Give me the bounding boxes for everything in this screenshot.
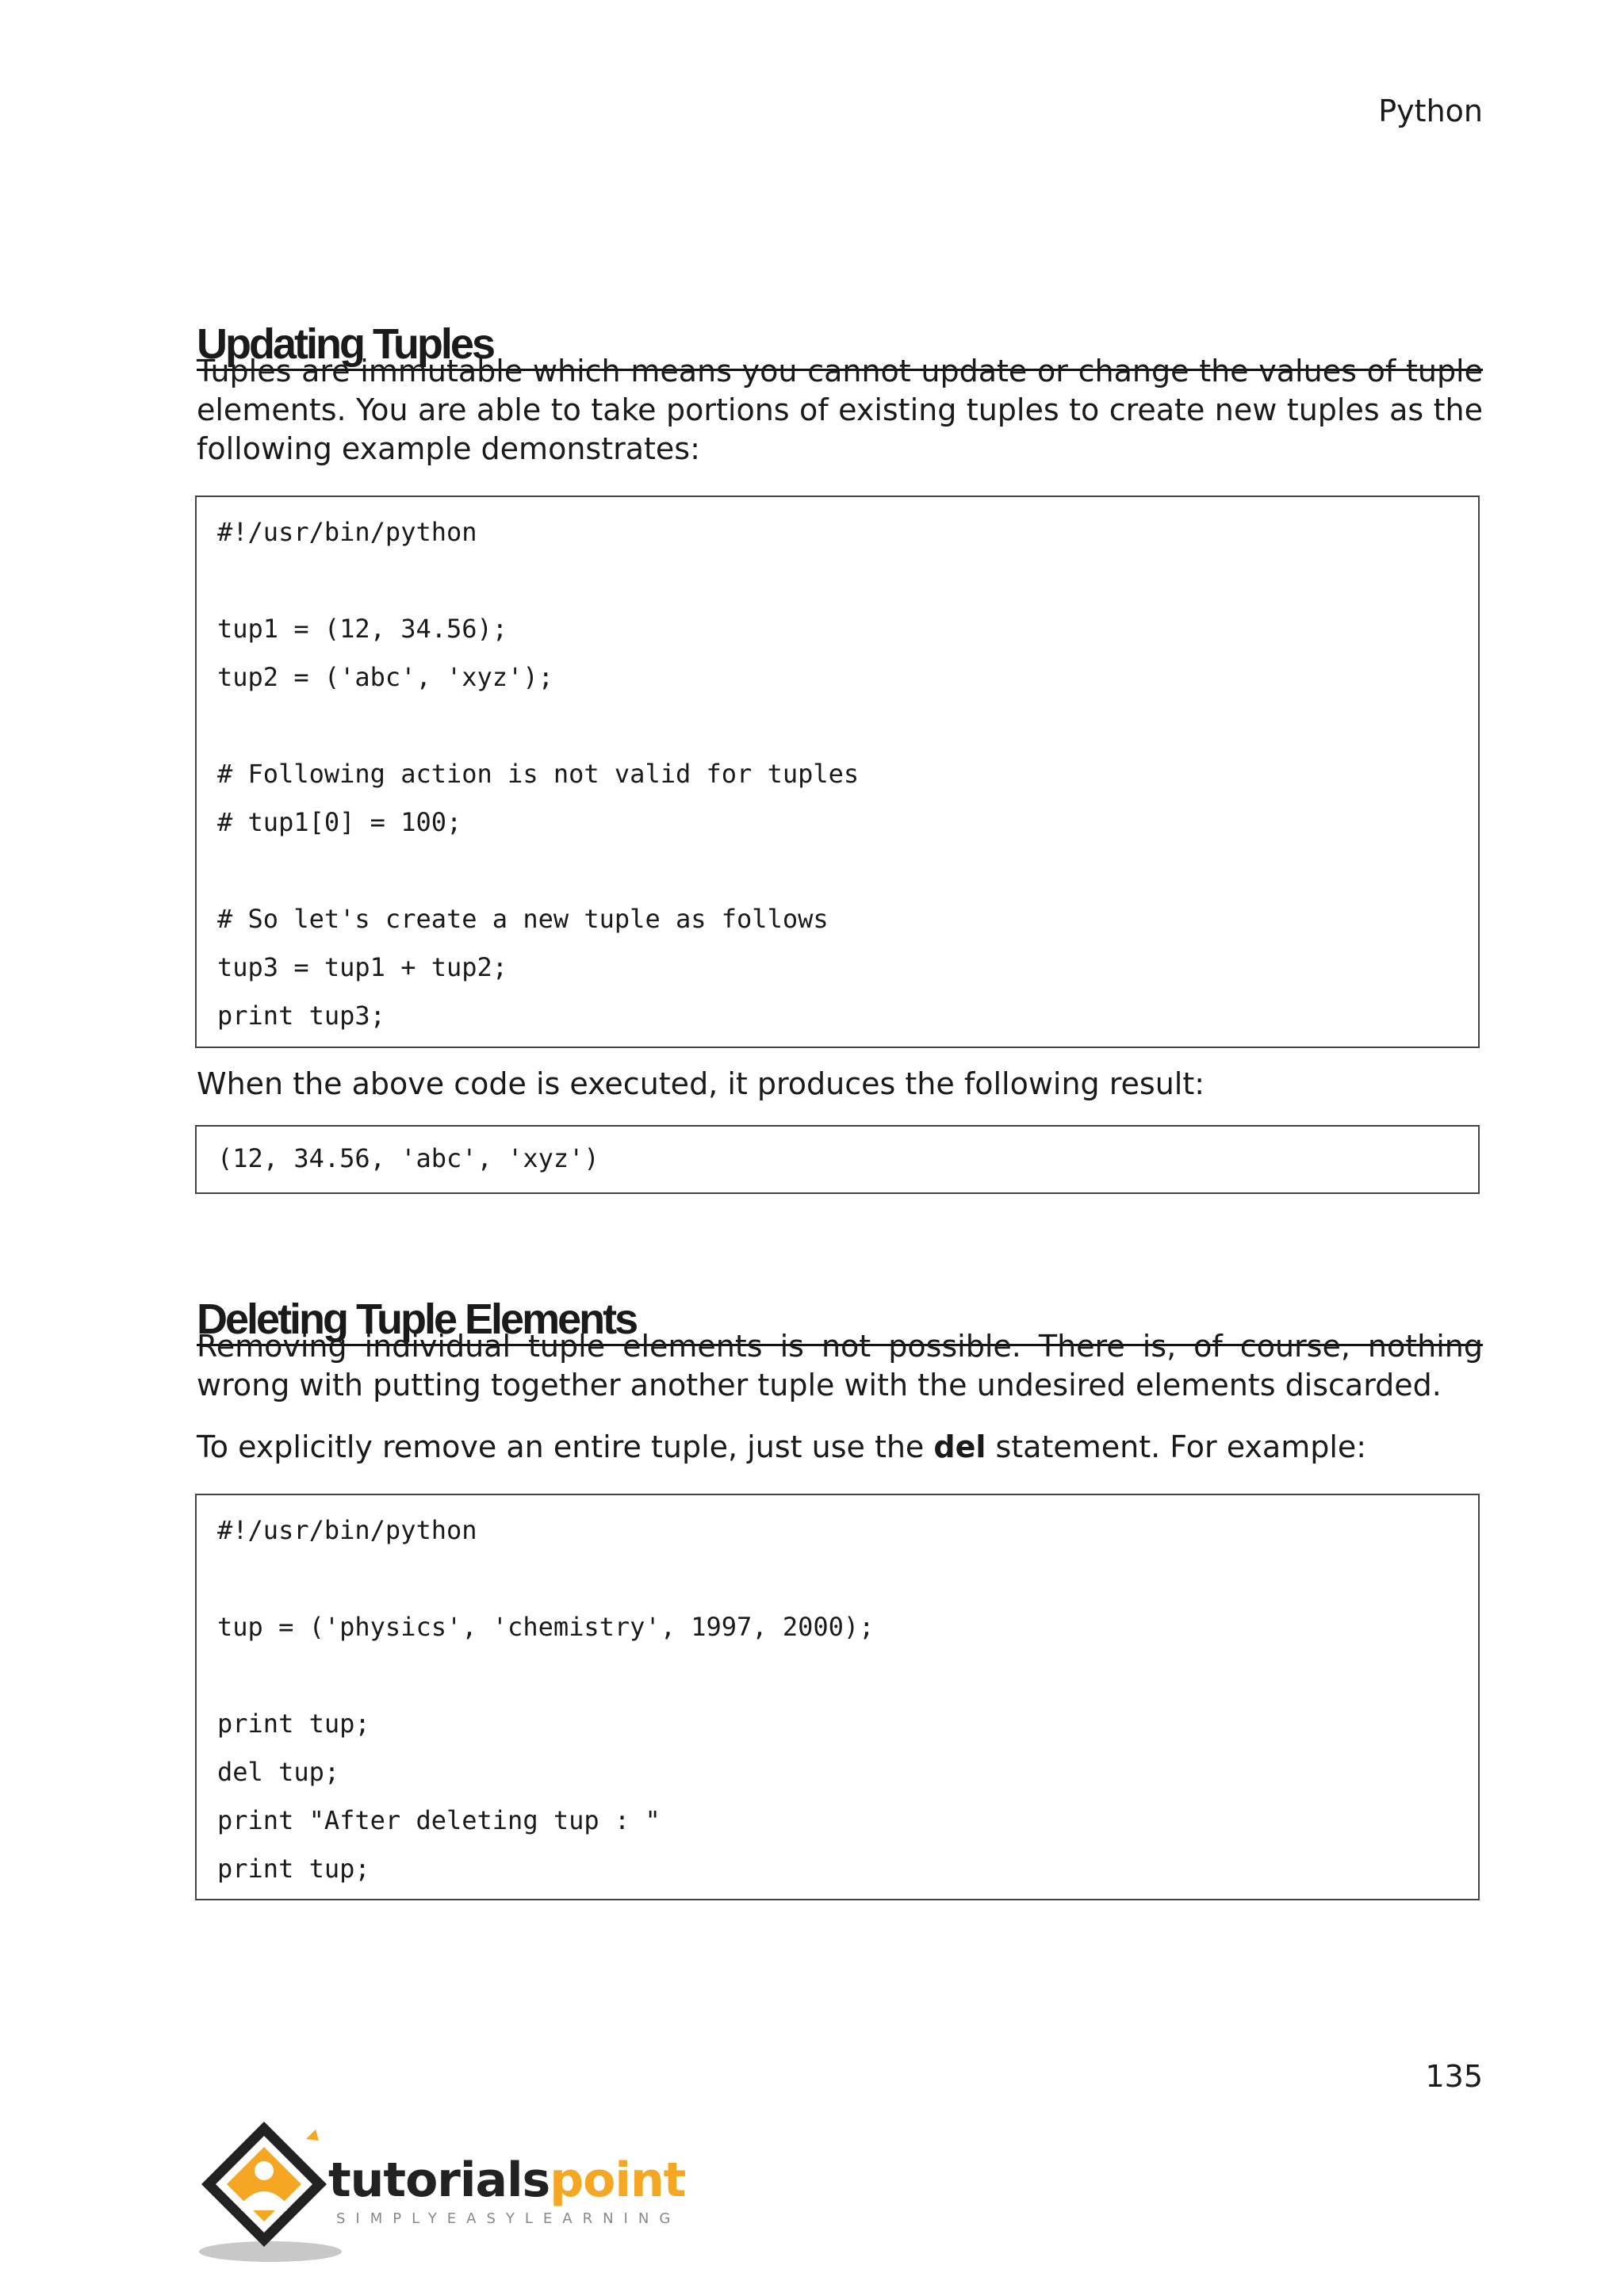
code-line: print tup; [217, 1709, 370, 1739]
code-line [217, 1555, 1457, 1603]
code-block-deleting [195, 1494, 1480, 1900]
code-line: tup2 = ('abc', 'xyz'); [217, 662, 553, 692]
tutorialspoint-logo-icon [199, 2122, 342, 2262]
code-line [217, 1651, 1457, 1700]
text-segment: statement. For example: [986, 1429, 1367, 1464]
del-keyword: del [933, 1429, 986, 1464]
code-line: print "After deleting tup : " [217, 1805, 661, 1835]
code-line: # Following action is not valid for tuples [217, 759, 860, 789]
paragraph-updating-intro: Tuples are immutable which means you cannot update or change the values of tuple elements. You are able to take portions of existing tuples to create new tuples as the following example demonstrates: [197, 354, 1483, 466]
code-line: # So let's create a new tuple as follows [217, 904, 829, 934]
logo-word-tutorials: tutorials [328, 2152, 550, 2208]
code-line: #!/usr/bin/python [217, 1515, 477, 1545]
text-segment: To explicitly remove an entire tuple, just use the [197, 1429, 934, 1464]
logo-word-point: point [550, 2152, 686, 2208]
code-line: del tup; [217, 1757, 340, 1787]
code-line [217, 847, 1457, 895]
code-line: #!/usr/bin/python [217, 517, 477, 547]
paragraph-deleting-intro: Removing individual tuple elements is not possible. There is, of course, nothing wrong with putting together another tuple with the undesired elements discarded. [197, 1329, 1483, 1402]
output-line: (12, 34.56, 'abc', 'xyz') [217, 1143, 599, 1173]
code-line: print tup3; [217, 1001, 385, 1031]
section-heading-updating-tuples: Updating Tuples [197, 323, 1483, 371]
running-header: Python [1378, 94, 1483, 128]
code-line [217, 557, 1457, 605]
code-block-updating [195, 496, 1480, 1048]
tutorialspoint-logo [195, 2115, 687, 2266]
code-line: tup = ('physics', 'chemistry', 1997, 2000); [217, 1612, 875, 1642]
paragraph-result-intro: When the above code is executed, it produces the following result: [197, 1066, 1205, 1101]
section-heading-deleting-tuple-elements: Deleting Tuple Elements [197, 1298, 1483, 1346]
logo-wordmark [328, 2152, 686, 2208]
code-line: tup1 = (12, 34.56); [217, 614, 508, 644]
code-line [217, 702, 1457, 750]
code-line: print tup; [217, 1854, 370, 1884]
paragraph-del-statement [197, 1428, 1483, 1467]
logo-tagline: SIMPLYEASYLEARNING [336, 2210, 681, 2227]
code-line: tup3 = tup1 + tup2; [217, 952, 508, 982]
page-number: 135 [1425, 2059, 1483, 2094]
code-line: # tup1[0] = 100; [217, 807, 462, 837]
output-block [195, 1125, 1480, 1194]
